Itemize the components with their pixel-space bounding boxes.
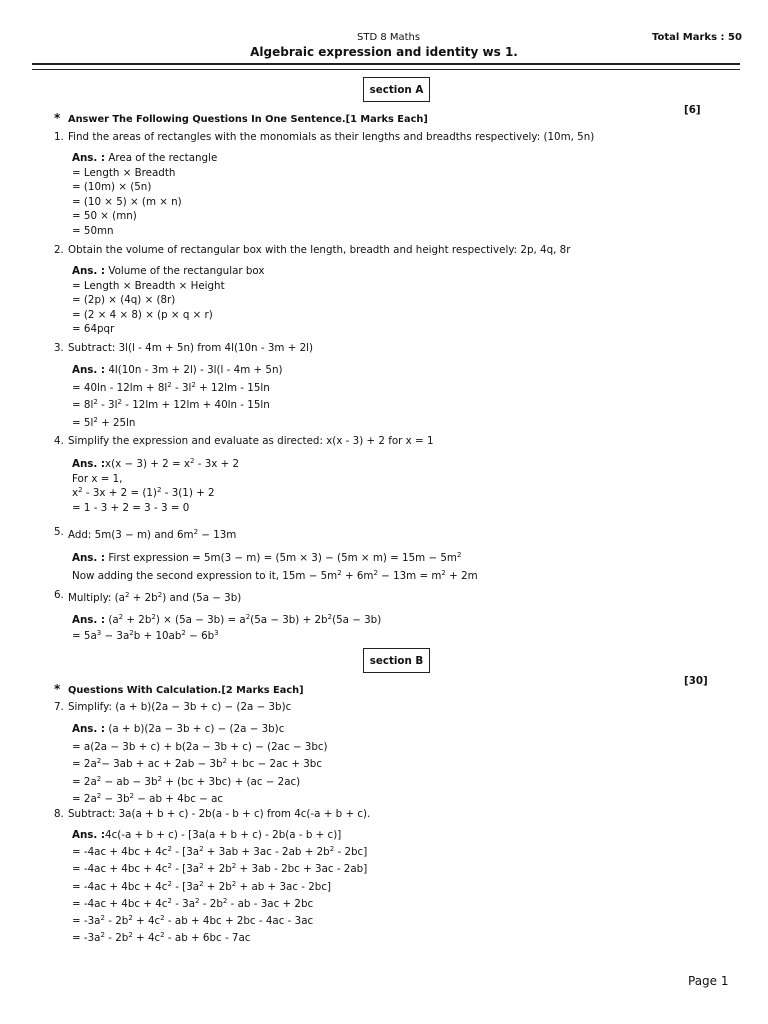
question-1: 1. Find the areas of rectangles with the monomials as their lengths and breadths respectively: (10m, 5n) bbox=[54, 131, 595, 143]
question-4: 4. Simplify the expression and evaluate as directed: x(x - 3) + 2 for x = 1 bbox=[54, 435, 434, 447]
header-rule-thin bbox=[32, 69, 740, 70]
section-b-label: section B bbox=[363, 648, 430, 673]
answer-6: Ans. : $(a^2 + 2b^2) \times (5a - 3b) = a^2(5a - 3b) + 2b^2(5a - 3b)$ = $5a^3 - 3a^2b + 10ab^2 - 6b^3$ bbox=[72, 613, 382, 642]
answer-5: Ans. : First expression = $5m(3 - m) = (5m \times 3) - (5m \times m) = 15m - 5m^2$ Now adding the second expression to it, $15m - 5m^2 + 6m^2 - 13m = m^2 + 2m$ bbox=[72, 551, 478, 582]
total-marks: Total Marks : 50 bbox=[652, 32, 742, 43]
answer-7: Ans. : (a + b)(2a − 3b + c) − (2a − 3b)c = a(2a − 3b + c) + b(2a − 3b + c) − (2ac − 3bc) = $2a^2- 3ab$ + ac + $2ab - 3b^2$ + bc − 2ac + 3bc = $2a^2$ − ab − $3b^2 + (bc + 3bc) + (ac - 2ac)$ = $2a^2 - 3b^2$ − ab + 4bc − ac bbox=[72, 723, 328, 805]
page-number: Page 1 bbox=[688, 974, 729, 988]
header-rule bbox=[32, 63, 740, 65]
question-7: 7. Simplify: (a + b)(2a − 3b + c) − (2a − 3b)c bbox=[54, 701, 292, 713]
answer-4: Ans. :x(x − $3) + 2 = x^2 - 3x + 2$ For x = 1, $x^2 - 3x + 2 = (1)^2 - 3(1) + 2$ = 1 - 3 + 2 = 3 - 3 = 0 bbox=[72, 457, 240, 514]
question-6: 6. Multiply: $(a^2 + 2b^2)$ and (5a − 3b) bbox=[54, 589, 242, 604]
star-icon: * bbox=[54, 682, 61, 696]
question-5: 5. Add: 5m(3 − m) and $6m^2 - 13m$ bbox=[54, 526, 237, 541]
answer-2: Ans. : Volume of the rectangular box = Length × Breadth × Height = (2p) × (4q) × (8r) = (2 × 4 × 8) × (p × q × r) = 64pqr bbox=[72, 265, 265, 336]
question-3: 3. Subtract: 3l(l - 4m + 5n) from 4l(10n - 3m + 2l) bbox=[54, 342, 314, 354]
section-b-instruction: * Questions With Calculation.[2 Marks Each] bbox=[54, 682, 304, 696]
answer-3: Ans. : 4l(10n - 3m + 2l) - 3l(l - 4m + 5n) = $40\ln - 12lm + 8l^2 - 3l^2 + 12lm - 15\ln$ = $8l^2 - 3l^2 - 12lm + 12lm + 40\ln - 15\ln$ = $5l^2 + 25\ln$ bbox=[72, 364, 283, 429]
question-2: 2. Obtain the volume of rectangular box with the length, breadth and height respectively: 2p, 4q, 8r bbox=[54, 244, 571, 256]
question-8: 8. Subtract: 3a(a + b + c) - 2b(a - b + c) from 4c(-a + b + c). bbox=[54, 808, 371, 820]
section-a-label: section A bbox=[363, 77, 430, 102]
worksheet-title: Algebraic expression and identity ws 1. bbox=[250, 45, 518, 59]
subject-label: STD 8 Maths bbox=[357, 32, 421, 43]
answer-1: Ans. : Area of the rectangle = Length × Breadth = (10m) × (5n) = (10 × 5) × (m × n) = 50 × (mn) = 50mn bbox=[72, 152, 218, 237]
section-a-instruction: * Answer The Following Questions In One Sentence.[1 Marks Each] bbox=[54, 111, 428, 125]
section-a-marks: [6] bbox=[684, 104, 701, 116]
star-icon: * bbox=[54, 111, 61, 125]
answer-8: Ans. :4c(-a + b + c) - [3a(a + b + c) - 2b(a - b + c)] = $-4ac + 4bc + 4c^2 - [3a^2 + 3ab + 3ac - 2ab + 2b^2 - 2bc]$ = $-4ac + 4bc + 4c^2 - [3a^2 + 2b^2 + 3ab - 2bc + 3ac - 2ab]$ = $-4ac + 4bc + 4c^2 - [3a^2 + 2b^2$ + ab + 3ac - 2bc] = $-4ac + 4bc + 4c^2 - 3a^2 - 2b^2$ - ab - 3ac + 2bc = $-3a^2 - 2b^2 + 4c^2$ - ab + 4bc + 2bc - 4ac - 3ac = $-3a^2 - 2b^2 + 4c^2$ - ab + 6bc - 7ac bbox=[72, 829, 368, 945]
section-b-marks: [30] bbox=[684, 675, 708, 687]
